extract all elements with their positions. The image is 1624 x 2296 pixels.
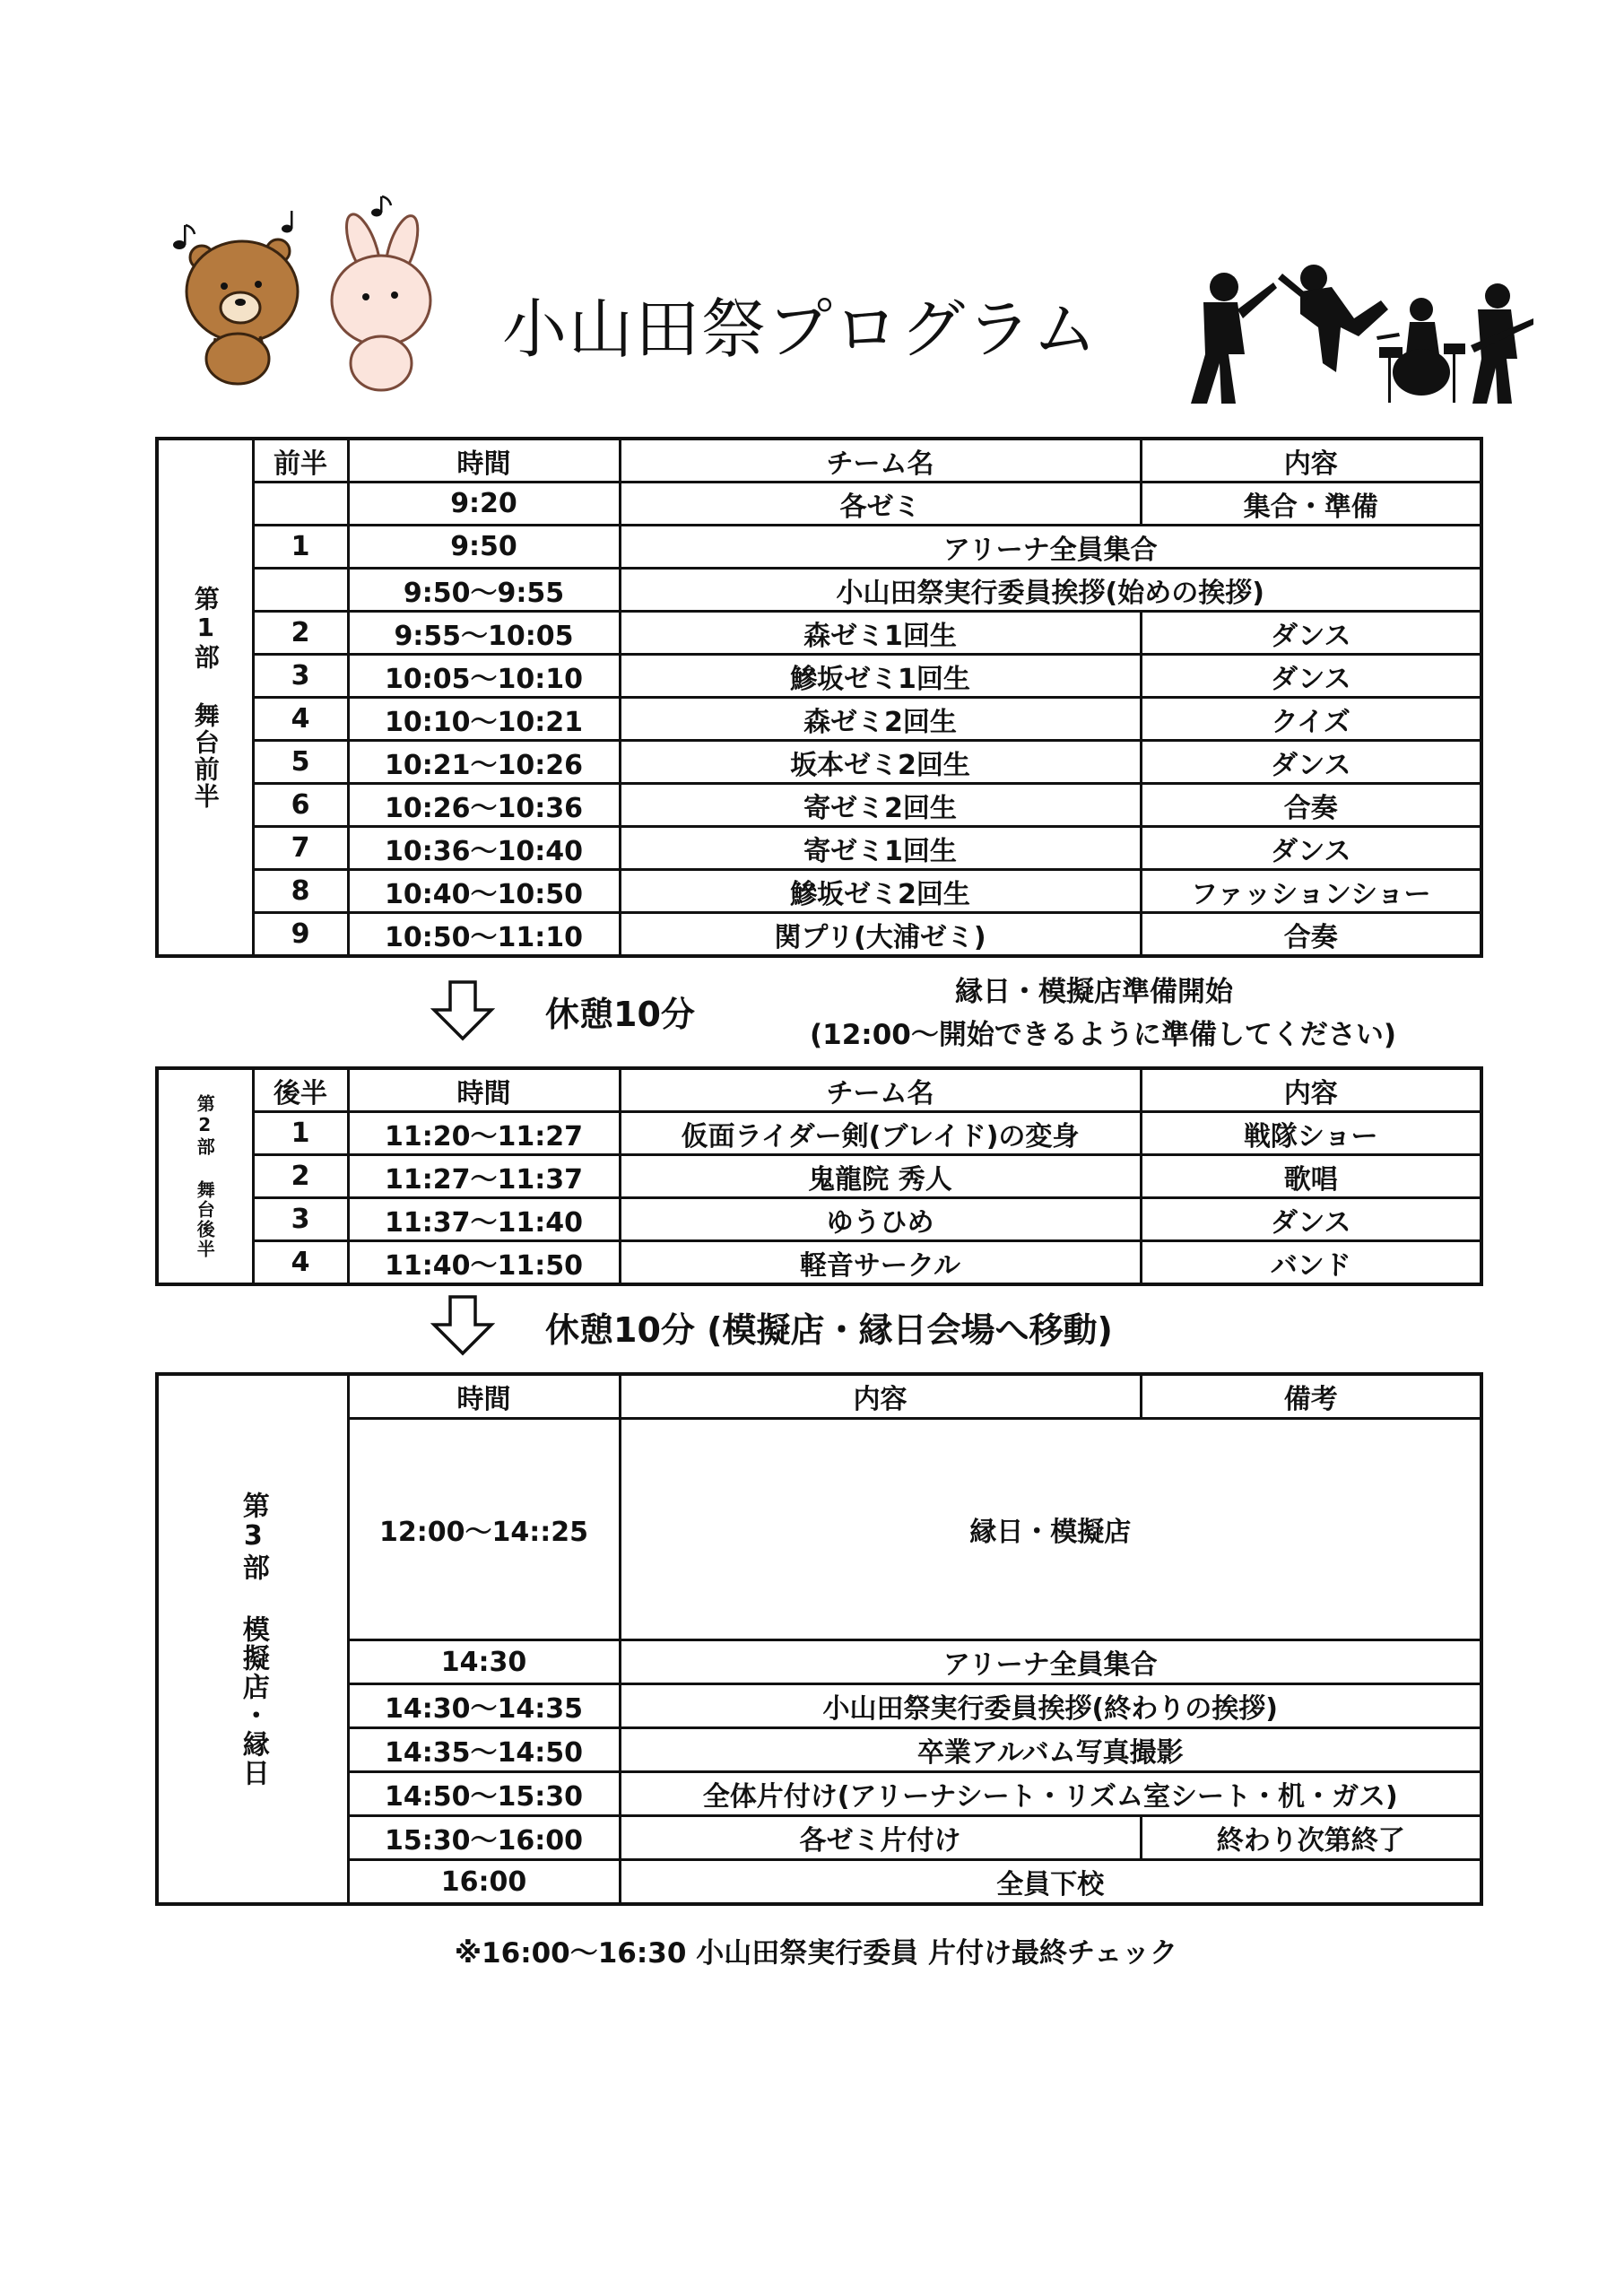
header-cell: 内容 bbox=[1141, 1068, 1481, 1112]
header-cell: 時間 bbox=[348, 439, 620, 483]
row-merged: 全体片付け(アリーナシート・リズム室シート・机・ガス) bbox=[620, 1772, 1481, 1816]
row-time: 10:26～10:36 bbox=[348, 784, 620, 827]
row-content: ダンス bbox=[1141, 655, 1481, 698]
row-time: 12:00～14::25 bbox=[348, 1419, 620, 1640]
table-row bbox=[157, 526, 1481, 569]
row-team: 森ゼミ2回生 bbox=[620, 698, 1141, 741]
row-team: 関プリ(大浦ゼミ) bbox=[620, 913, 1141, 957]
row-content: ファッションショー bbox=[1141, 870, 1481, 913]
table-row bbox=[157, 827, 1481, 870]
row-time: 14:30～14:35 bbox=[348, 1684, 620, 1728]
break2-label: 休憩10分 (模擬店・縁日会場へ移動) bbox=[545, 1310, 1113, 1350]
row-number: 7 bbox=[253, 827, 348, 870]
row-merged: アリーナ全員集合 bbox=[620, 526, 1481, 569]
row-time: 9:50～9:55 bbox=[348, 569, 620, 612]
row-number: 8 bbox=[253, 870, 348, 913]
row-team: 寄ゼミ1回生 bbox=[620, 827, 1141, 870]
row-content: ダンス bbox=[1141, 827, 1481, 870]
table-row bbox=[157, 569, 1481, 612]
row-team: 鰺坂ゼミ2回生 bbox=[620, 870, 1141, 913]
row-time: 11:20～11:27 bbox=[348, 1112, 620, 1155]
header-cell: 前半 bbox=[253, 439, 348, 483]
table-header-row bbox=[157, 1374, 1481, 1419]
table-row bbox=[157, 612, 1481, 655]
row-time: 14:30 bbox=[348, 1640, 620, 1684]
row-merged: アリーナ全員集合 bbox=[620, 1640, 1481, 1684]
row-team: 軽音サークル bbox=[620, 1241, 1141, 1285]
header-cell: 備考 bbox=[1141, 1374, 1481, 1419]
row-number: 4 bbox=[253, 698, 348, 741]
table-row bbox=[157, 1419, 1481, 1640]
table-row bbox=[157, 698, 1481, 741]
row-content: ダンス bbox=[1141, 1198, 1481, 1241]
down-arrow-icon bbox=[430, 1294, 495, 1357]
row-time: 15:30～16:00 bbox=[348, 1816, 620, 1860]
row-time: 10:21～10:26 bbox=[348, 741, 620, 784]
table-row bbox=[157, 1772, 1481, 1816]
row-merged: 全員下校 bbox=[620, 1860, 1481, 1905]
row-time: 10:50～11:10 bbox=[348, 913, 620, 957]
table-row bbox=[157, 913, 1481, 957]
row-time: 10:05～10:10 bbox=[348, 655, 620, 698]
header-cell: 時間 bbox=[348, 1068, 620, 1112]
table-row bbox=[157, 784, 1481, 827]
row-team: 森ゼミ1回生 bbox=[620, 612, 1141, 655]
row-number bbox=[253, 483, 348, 526]
table-header-row bbox=[157, 439, 1481, 483]
row-number: 6 bbox=[253, 784, 348, 827]
table-row bbox=[157, 1112, 1481, 1155]
row-team: 寄ゼミ2回生 bbox=[620, 784, 1141, 827]
row-time: 11:37～11:40 bbox=[348, 1198, 620, 1241]
table-row bbox=[157, 1241, 1481, 1285]
row-content: 各ゼミ片付け bbox=[620, 1816, 1141, 1860]
bear-icon bbox=[187, 239, 298, 384]
header-cell: チーム名 bbox=[620, 439, 1141, 483]
row-time: 14:50～15:30 bbox=[348, 1772, 620, 1816]
row-number: 3 bbox=[253, 1198, 348, 1241]
row-content: ダンス bbox=[1141, 741, 1481, 784]
row-content: 歌唱 bbox=[1141, 1155, 1481, 1198]
row-time: 11:27～11:37 bbox=[348, 1155, 620, 1198]
row-merged: 卒業アルバム写真撮影 bbox=[620, 1728, 1481, 1772]
header-cell: 後半 bbox=[253, 1068, 348, 1112]
break1-note-line2: (12:00～開始できるように準備してください) bbox=[809, 1019, 1396, 1051]
row-merged: 小山田祭実行委員挨拶(終わりの挨拶) bbox=[620, 1684, 1481, 1728]
part2-label: 第2部 舞台後半 bbox=[157, 1068, 253, 1284]
row-time: 9:20 bbox=[348, 483, 620, 526]
table-row bbox=[157, 1728, 1481, 1772]
part2-table bbox=[155, 1066, 1483, 1286]
row-content: ダンス bbox=[1141, 612, 1481, 655]
row-merged: 小山田祭実行委員挨拶(始めの挨拶) bbox=[620, 569, 1481, 612]
row-time: 16:00 bbox=[348, 1860, 620, 1905]
row-merged: 縁日・模擬店 bbox=[620, 1419, 1481, 1640]
part3-label: 第3部 模擬店・縁日 bbox=[157, 1374, 348, 1904]
row-number: 4 bbox=[253, 1241, 348, 1285]
part1-label: 第1部 舞台前半 bbox=[157, 439, 253, 956]
break1-label: 休憩10分 bbox=[545, 995, 695, 1034]
table-row bbox=[157, 655, 1481, 698]
row-number: 1 bbox=[253, 1112, 348, 1155]
band-silhouette-illustration bbox=[1175, 247, 1533, 408]
bear-rabbit-illustration bbox=[161, 193, 457, 399]
table-row bbox=[157, 1198, 1481, 1241]
row-number: 1 bbox=[253, 526, 348, 569]
down-arrow-icon bbox=[430, 979, 495, 1042]
page-title: 小山田祭プログラム bbox=[502, 291, 1099, 367]
rabbit-icon bbox=[332, 211, 430, 390]
part1-table bbox=[155, 437, 1483, 958]
row-number: 9 bbox=[253, 913, 348, 957]
table-row bbox=[157, 1684, 1481, 1728]
row-team: ゆうひめ bbox=[620, 1198, 1141, 1241]
row-time: 10:40～10:50 bbox=[348, 870, 620, 913]
row-content: バンド bbox=[1141, 1241, 1481, 1285]
row-content: 合奏 bbox=[1141, 913, 1481, 957]
table-row bbox=[157, 870, 1481, 913]
row-team: 各ゼミ bbox=[620, 483, 1141, 526]
table-header-row bbox=[157, 1068, 1481, 1112]
row-content: 集合・準備 bbox=[1141, 483, 1481, 526]
header-cell: チーム名 bbox=[620, 1068, 1141, 1112]
table-row bbox=[157, 1640, 1481, 1684]
table-row bbox=[157, 483, 1481, 526]
row-time: 11:40～11:50 bbox=[348, 1241, 620, 1285]
row-number: 2 bbox=[253, 612, 348, 655]
row-content: クイズ bbox=[1141, 698, 1481, 741]
row-number: 5 bbox=[253, 741, 348, 784]
table-row bbox=[157, 1155, 1481, 1198]
break1-note-line1: 縁日・模擬店準備開始 bbox=[955, 976, 1233, 1008]
header-cell: 内容 bbox=[1141, 439, 1481, 483]
row-time: 10:10～10:21 bbox=[348, 698, 620, 741]
row-team: 鬼龍院 秀人 bbox=[620, 1155, 1141, 1198]
row-number: 2 bbox=[253, 1155, 348, 1198]
footer-note: ※16:00～16:30 小山田祭実行委員 片付け最終チェック bbox=[454, 1937, 1178, 1970]
row-time: 9:55～10:05 bbox=[348, 612, 620, 655]
row-team: 鰺坂ゼミ1回生 bbox=[620, 655, 1141, 698]
row-time: 9:50 bbox=[348, 526, 620, 569]
row-note: 終わり次第終了 bbox=[1141, 1816, 1481, 1860]
row-content: 戦隊ショー bbox=[1141, 1112, 1481, 1155]
header-cell: 時間 bbox=[348, 1374, 620, 1419]
row-number bbox=[253, 569, 348, 612]
table-row bbox=[157, 1860, 1481, 1905]
row-team: 坂本ゼミ2回生 bbox=[620, 741, 1141, 784]
row-content: 合奏 bbox=[1141, 784, 1481, 827]
header-cell: 内容 bbox=[620, 1374, 1141, 1419]
row-time: 10:36～10:40 bbox=[348, 827, 620, 870]
table-row bbox=[157, 741, 1481, 784]
row-team: 仮面ライダー剣(ブレイド)の変身 bbox=[620, 1112, 1141, 1155]
part3-table bbox=[155, 1372, 1483, 1906]
row-time: 14:35～14:50 bbox=[348, 1728, 620, 1772]
row-number: 3 bbox=[253, 655, 348, 698]
table-row bbox=[157, 1816, 1481, 1860]
